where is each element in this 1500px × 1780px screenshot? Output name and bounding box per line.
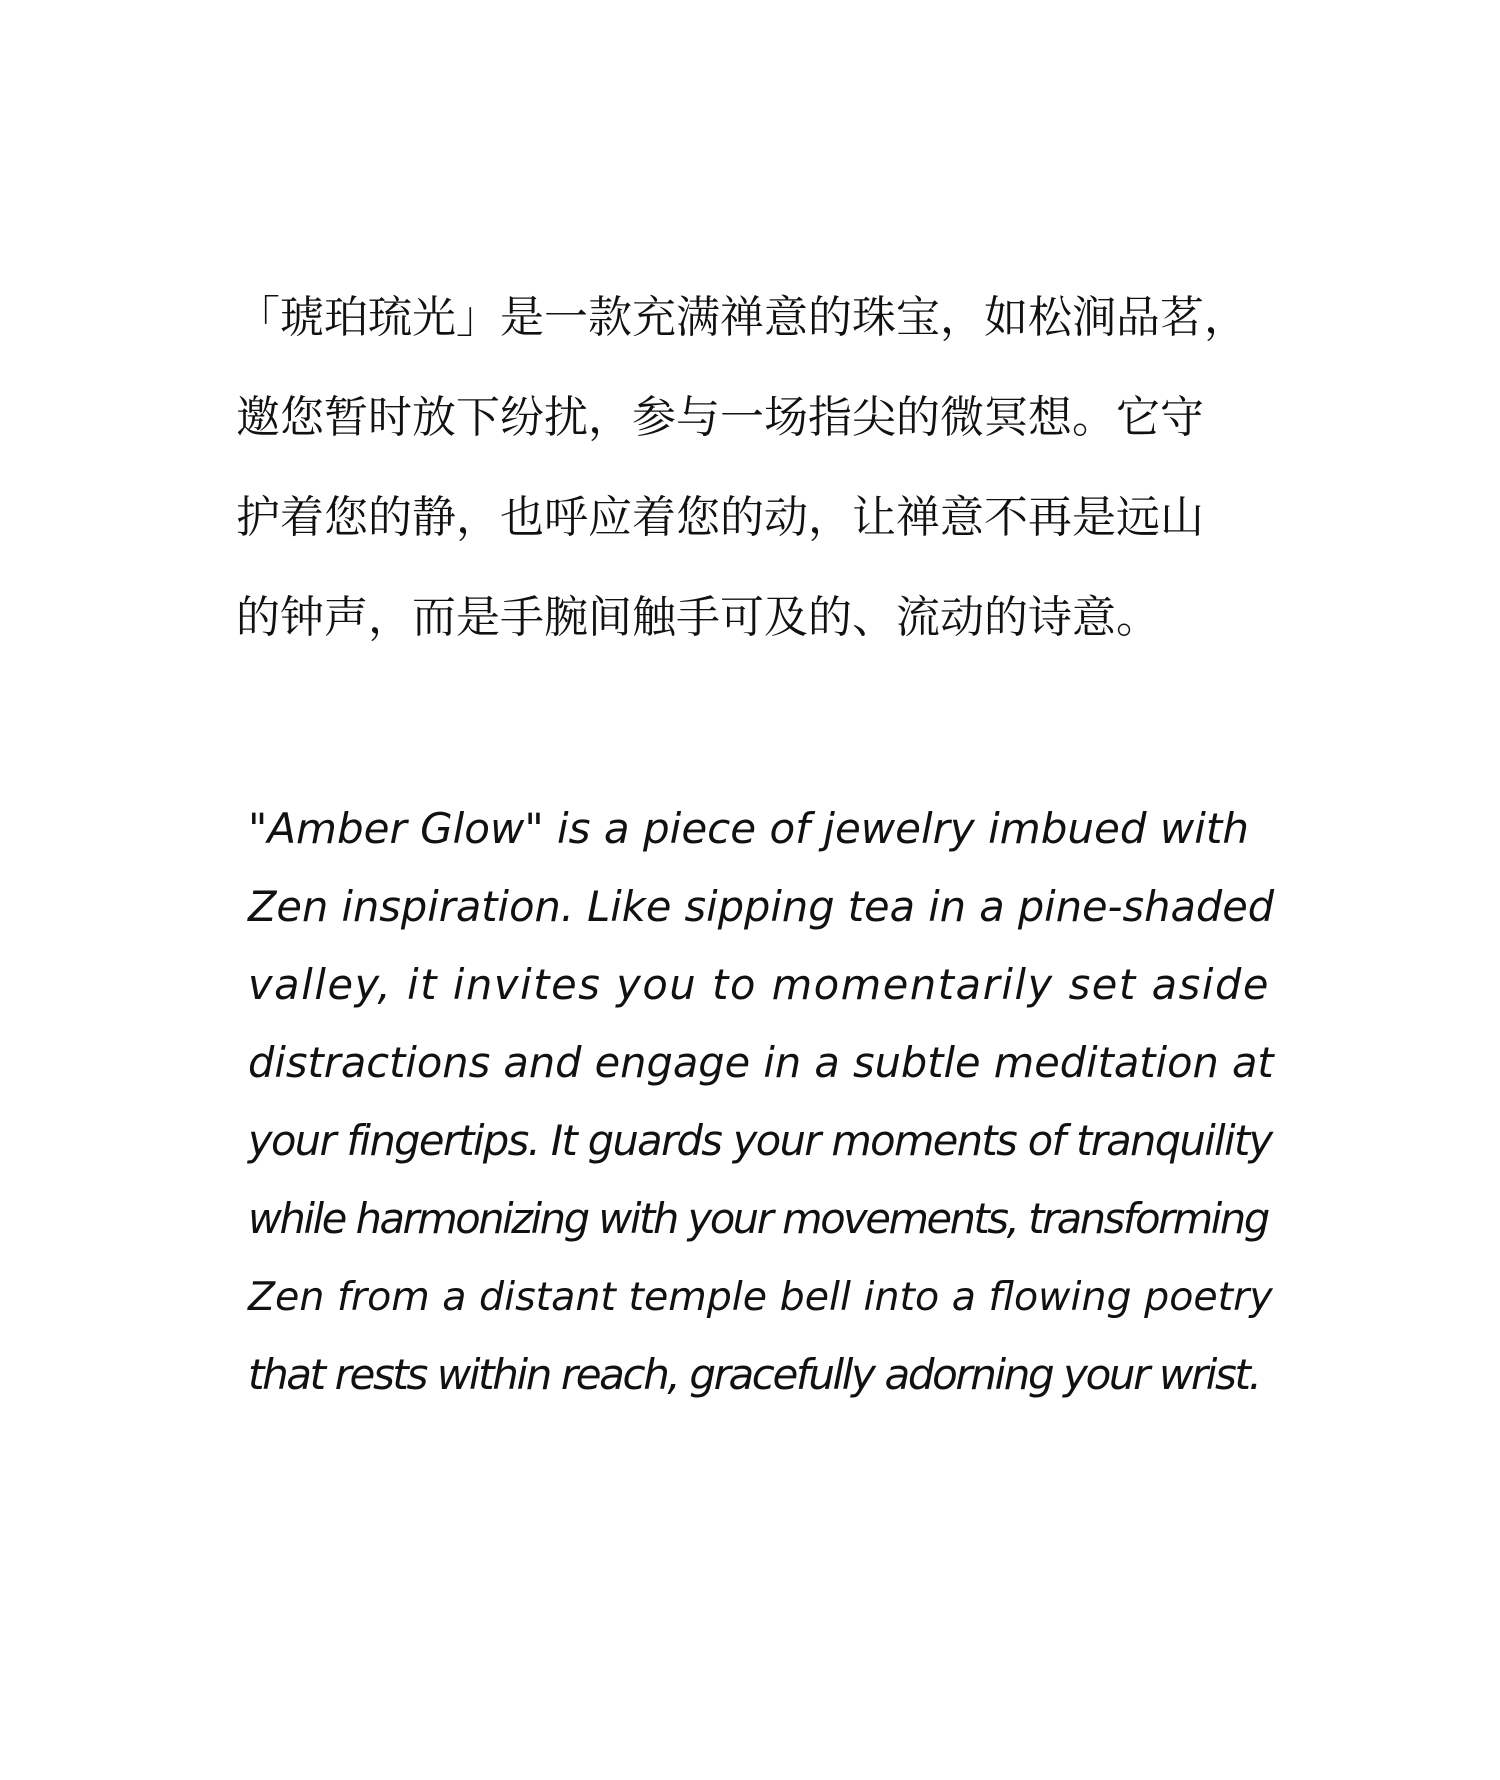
chinese-line: 护着您的静，也呼应着您的动，让禅意不再是远山 bbox=[236, 492, 1204, 543]
english-line: Zen from a distant temple bell into a flowing poetry bbox=[248, 1274, 1273, 1320]
chinese-description bbox=[236, 268, 1276, 668]
chinese-line: 邀您暂时放下纷扰，参与一场指尖的微冥想。它守 bbox=[236, 392, 1204, 443]
english-line: your fingertips. It guards your moments of tranquility bbox=[248, 1116, 1272, 1165]
english-line: Zen inspiration. Like sipping tea in a pine-shaded bbox=[248, 882, 1275, 931]
english-line: valley, it invites you to momentarily set aside bbox=[248, 960, 1271, 1009]
chinese-line: 「琥珀琉光」是一款充满禅意的珠宝，如松涧品茗， bbox=[236, 292, 1248, 343]
english-line: that rests within reach, gracefully adorning your wrist. bbox=[248, 1350, 1260, 1399]
english-line: distractions and engage in a subtle meditation at bbox=[248, 1038, 1274, 1087]
chinese-line: 的钟声，而是手腕间触手可及的、流动的诗意。 bbox=[236, 592, 1160, 643]
english-description bbox=[248, 790, 1278, 1414]
english-line: while harmonizing with your movements, transforming bbox=[248, 1194, 1268, 1243]
english-line: "Amber Glow" is a piece of jewelry imbued with bbox=[248, 804, 1249, 853]
